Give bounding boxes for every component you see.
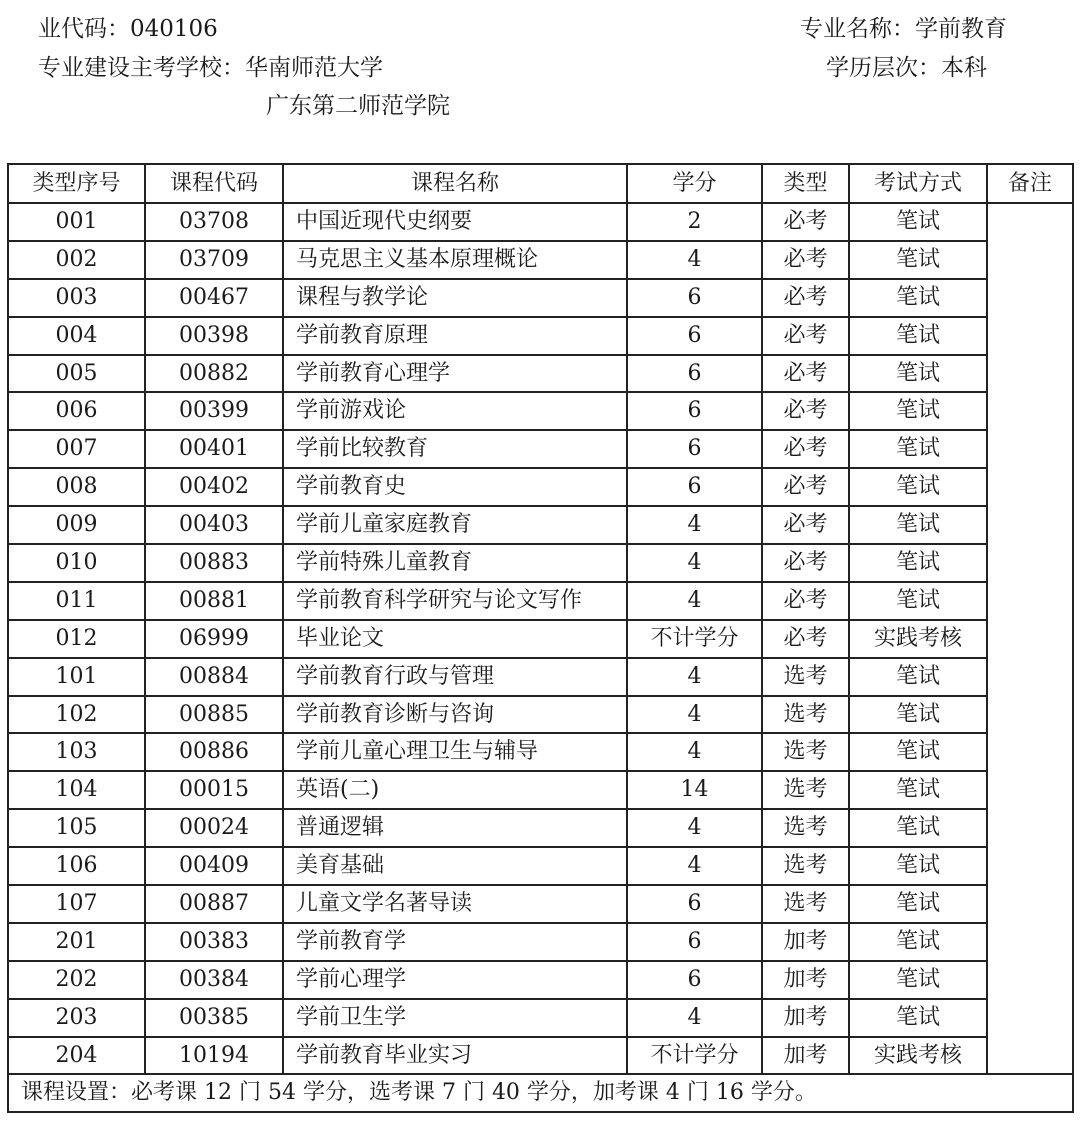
exam-cell: 笔试 [849, 923, 987, 961]
seq-cell: 002 [8, 241, 145, 279]
type-cell: 必考 [762, 317, 849, 355]
col-header-seq: 类型序号 [8, 164, 145, 203]
course-summary: 课程设置：必考课 12 门 54 学分，选考课 7 门 40 学分，加考课 4 门 16 学分。 [8, 1074, 1073, 1112]
seq-cell: 201 [8, 923, 145, 961]
exam-cell: 笔试 [849, 468, 987, 506]
name-cell: 学前教育心理学 [283, 355, 627, 393]
table-row [8, 203, 1073, 241]
seq-cell: 103 [8, 733, 145, 771]
seq-cell: 012 [8, 620, 145, 658]
seq-cell: 004 [8, 317, 145, 355]
credit-cell: 4 [627, 241, 762, 279]
credit-cell: 6 [627, 392, 762, 430]
table-row [8, 620, 1073, 658]
seq-cell: 106 [8, 847, 145, 885]
table-row [8, 392, 1073, 430]
type-cell: 必考 [762, 620, 849, 658]
name-cell: 学前儿童心理卫生与辅导 [283, 733, 627, 771]
code-cell: 00384 [145, 961, 283, 999]
exam-cell: 笔试 [849, 885, 987, 923]
table-row [8, 999, 1073, 1037]
exam-cell: 笔试 [849, 999, 987, 1037]
code-cell: 00409 [145, 847, 283, 885]
code-cell: 00015 [145, 771, 283, 809]
code-cell: 00884 [145, 658, 283, 696]
col-header-code: 课程代码 [145, 164, 283, 203]
type-cell: 选考 [762, 696, 849, 734]
type-cell: 选考 [762, 809, 849, 847]
seq-cell: 104 [8, 771, 145, 809]
table-header-row [8, 164, 1073, 203]
seq-cell: 105 [8, 809, 145, 847]
name-cell: 学前特殊儿童教育 [283, 544, 627, 582]
table-row [8, 733, 1073, 771]
table-row [8, 468, 1073, 506]
code-cell: 00024 [145, 809, 283, 847]
code-cell: 00403 [145, 506, 283, 544]
table-row [8, 961, 1073, 999]
exam-cell: 笔试 [849, 279, 987, 317]
credit-cell: 4 [627, 506, 762, 544]
code-cell: 00399 [145, 392, 283, 430]
exam-cell: 笔试 [849, 430, 987, 468]
table-row [8, 923, 1073, 961]
col-header-name: 课程名称 [283, 164, 627, 203]
type-cell: 必考 [762, 582, 849, 620]
exam-cell: 笔试 [849, 809, 987, 847]
code-cell: 00887 [145, 885, 283, 923]
credit-cell: 6 [627, 923, 762, 961]
major-name: 专业名称：学前教育 [800, 16, 1007, 42]
seq-cell: 010 [8, 544, 145, 582]
seq-cell: 003 [8, 279, 145, 317]
type-cell: 必考 [762, 392, 849, 430]
table-row [8, 430, 1073, 468]
credit-cell: 6 [627, 430, 762, 468]
credit-cell: 6 [627, 885, 762, 923]
table-row [8, 1037, 1073, 1075]
credit-cell: 4 [627, 809, 762, 847]
credit-cell: 2 [627, 203, 762, 241]
type-cell: 选考 [762, 885, 849, 923]
exam-cell: 笔试 [849, 961, 987, 999]
seq-cell: 203 [8, 999, 145, 1037]
name-cell: 英语(二) [283, 771, 627, 809]
credit-cell: 不计学分 [627, 1037, 762, 1075]
type-cell: 选考 [762, 847, 849, 885]
name-cell: 毕业论文 [283, 620, 627, 658]
host-school: 专业建设主考学校：华南师范大学 [38, 55, 383, 81]
name-cell: 美育基础 [283, 847, 627, 885]
table-row [8, 241, 1073, 279]
course-table [7, 163, 1074, 1113]
exam-cell: 笔试 [849, 544, 987, 582]
credit-cell: 4 [627, 696, 762, 734]
credit-cell: 4 [627, 999, 762, 1037]
type-cell: 选考 [762, 733, 849, 771]
host-school-2: 广东第二师范学院 [266, 93, 450, 119]
type-cell: 必考 [762, 430, 849, 468]
table-row [8, 582, 1073, 620]
exam-cell: 笔试 [849, 355, 987, 393]
name-cell: 学前教育史 [283, 468, 627, 506]
code-cell: 00398 [145, 317, 283, 355]
code-cell: 10194 [145, 1037, 283, 1075]
code-cell: 00882 [145, 355, 283, 393]
code-cell: 00402 [145, 468, 283, 506]
type-cell: 必考 [762, 468, 849, 506]
table-footer-row [8, 1074, 1073, 1112]
table-row [8, 279, 1073, 317]
code-cell: 00467 [145, 279, 283, 317]
seq-cell: 101 [8, 658, 145, 696]
note-cell [987, 203, 1073, 1074]
type-cell: 加考 [762, 961, 849, 999]
code-cell: 00883 [145, 544, 283, 582]
name-cell: 普通逻辑 [283, 809, 627, 847]
credit-cell: 4 [627, 847, 762, 885]
table-row [8, 317, 1073, 355]
seq-cell: 202 [8, 961, 145, 999]
name-cell: 学前教育科学研究与论文写作 [283, 582, 627, 620]
type-cell: 必考 [762, 544, 849, 582]
code-cell: 00885 [145, 696, 283, 734]
code-cell: 00385 [145, 999, 283, 1037]
credit-cell: 4 [627, 544, 762, 582]
type-cell: 必考 [762, 279, 849, 317]
table-row [8, 696, 1073, 734]
credit-cell: 4 [627, 582, 762, 620]
type-cell: 加考 [762, 999, 849, 1037]
code-cell: 00881 [145, 582, 283, 620]
table-row [8, 544, 1073, 582]
type-cell: 必考 [762, 241, 849, 279]
seq-cell: 011 [8, 582, 145, 620]
credit-cell: 6 [627, 468, 762, 506]
credit-cell: 6 [627, 317, 762, 355]
name-cell: 课程与教学论 [283, 279, 627, 317]
credit-cell: 14 [627, 771, 762, 809]
type-cell: 必考 [762, 355, 849, 393]
seq-cell: 107 [8, 885, 145, 923]
exam-cell: 笔试 [849, 696, 987, 734]
code-cell: 00383 [145, 923, 283, 961]
credit-cell: 不计学分 [627, 620, 762, 658]
col-header-exam: 考试方式 [849, 164, 987, 203]
type-cell: 必考 [762, 203, 849, 241]
table-row [8, 847, 1073, 885]
type-cell: 加考 [762, 1037, 849, 1075]
type-cell: 必考 [762, 506, 849, 544]
col-header-note: 备注 [987, 164, 1073, 203]
name-cell: 学前比较教育 [283, 430, 627, 468]
exam-cell: 实践考核 [849, 620, 987, 658]
education-level: 学历层次：本科 [826, 55, 987, 81]
exam-cell: 笔试 [849, 658, 987, 696]
credit-cell: 6 [627, 961, 762, 999]
code-cell: 06999 [145, 620, 283, 658]
seq-cell: 006 [8, 392, 145, 430]
exam-cell: 笔试 [849, 733, 987, 771]
col-header-type: 类型 [762, 164, 849, 203]
code-cell: 00401 [145, 430, 283, 468]
exam-cell: 笔试 [849, 241, 987, 279]
credit-cell: 6 [627, 355, 762, 393]
table-row [8, 771, 1073, 809]
seq-cell: 204 [8, 1037, 145, 1075]
credit-cell: 4 [627, 733, 762, 771]
table-row [8, 355, 1073, 393]
exam-cell: 笔试 [849, 203, 987, 241]
seq-cell: 005 [8, 355, 145, 393]
seq-cell: 009 [8, 506, 145, 544]
name-cell: 中国近现代史纲要 [283, 203, 627, 241]
seq-cell: 008 [8, 468, 145, 506]
major-code: 业代码：040106 [38, 16, 218, 42]
name-cell: 学前教育诊断与咨询 [283, 696, 627, 734]
code-cell: 03709 [145, 241, 283, 279]
credit-cell: 6 [627, 279, 762, 317]
table-row [8, 809, 1073, 847]
exam-cell: 笔试 [849, 506, 987, 544]
exam-cell: 笔试 [849, 392, 987, 430]
name-cell: 学前教育原理 [283, 317, 627, 355]
name-cell: 学前游戏论 [283, 392, 627, 430]
seq-cell: 007 [8, 430, 145, 468]
exam-cell: 笔试 [849, 847, 987, 885]
name-cell: 马克思主义基本原理概论 [283, 241, 627, 279]
name-cell: 儿童文学名著导读 [283, 885, 627, 923]
exam-cell: 笔试 [849, 771, 987, 809]
name-cell: 学前教育学 [283, 923, 627, 961]
name-cell: 学前卫生学 [283, 999, 627, 1037]
code-cell: 00886 [145, 733, 283, 771]
name-cell: 学前教育行政与管理 [283, 658, 627, 696]
col-header-credit: 学分 [627, 164, 762, 203]
table-row [8, 506, 1073, 544]
type-cell: 选考 [762, 771, 849, 809]
credit-cell: 4 [627, 658, 762, 696]
table-row [8, 658, 1073, 696]
seq-cell: 001 [8, 203, 145, 241]
exam-cell: 笔试 [849, 317, 987, 355]
seq-cell: 102 [8, 696, 145, 734]
type-cell: 选考 [762, 658, 849, 696]
exam-cell: 实践考核 [849, 1037, 987, 1075]
name-cell: 学前儿童家庭教育 [283, 506, 627, 544]
name-cell: 学前教育毕业实习 [283, 1037, 627, 1075]
type-cell: 加考 [762, 923, 849, 961]
exam-cell: 笔试 [849, 582, 987, 620]
code-cell: 03708 [145, 203, 283, 241]
table-row [8, 885, 1073, 923]
name-cell: 学前心理学 [283, 961, 627, 999]
